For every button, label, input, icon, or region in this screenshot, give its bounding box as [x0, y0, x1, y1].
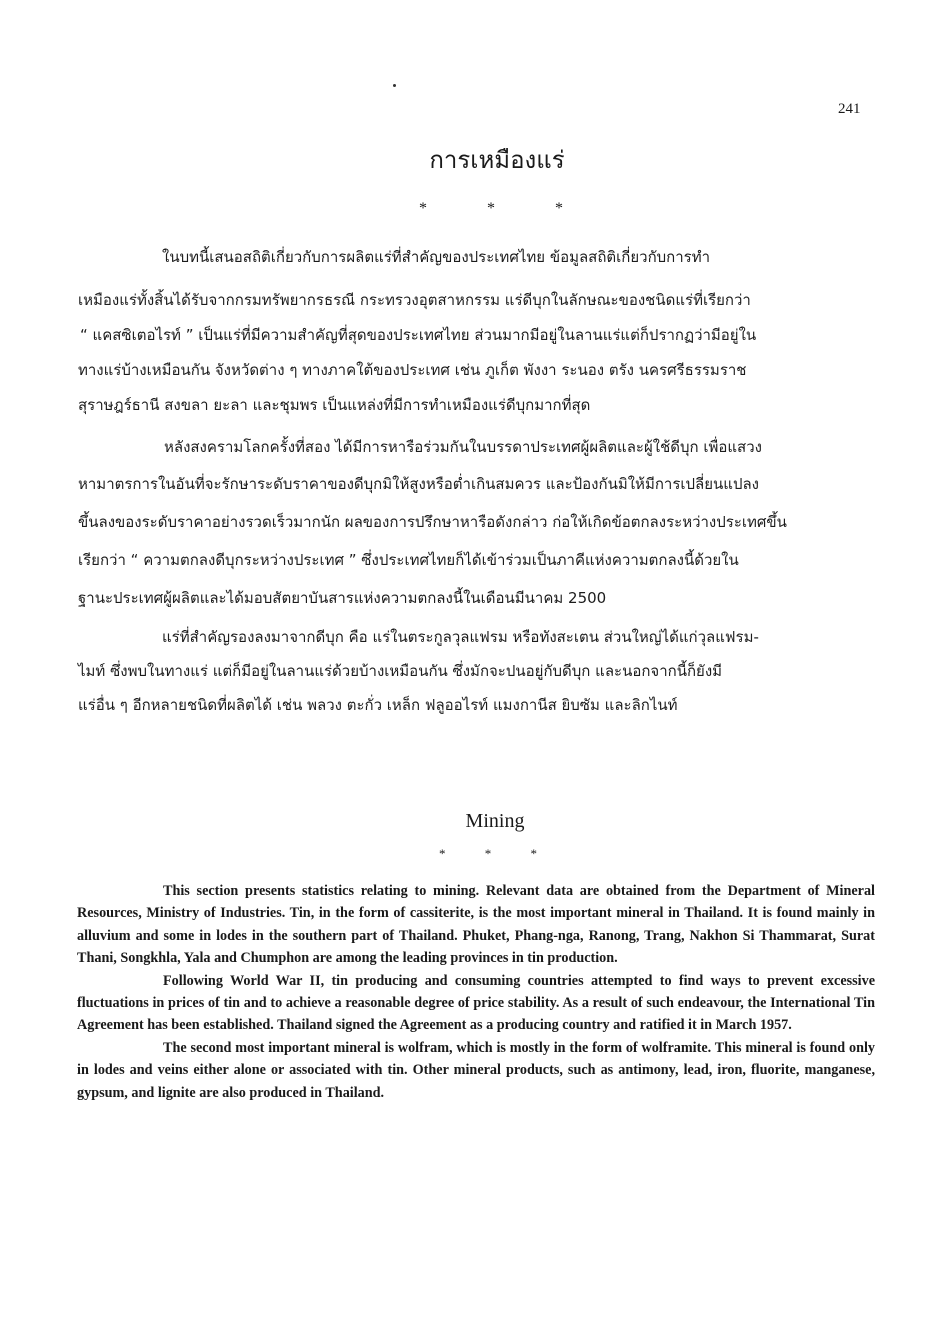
- thai-line: ไมท์ ซึ่งพบในทางแร่ แต่ก็มีอยู่ในลานแร่ด้วยบ้างเหมือนกัน ซึ่งมักจะปนอยู่กับดีบุก และนอกจากนี้ก็ยังมี: [78, 662, 723, 680]
- english-paragraph: This section presents statistics relating to mining. Relevant data are obtained from the Department of Mineral Resources, Ministry of Industries. Tin, in the form of cassiterite, is the most important mineral in Thailand. It is found mainly in alluvium and some in lodes in the southern part of Thailand. Phuket, Phang-nga, Ranong, Trang, Nakhon Si Thammarat, Surat Thani, Songkhla, Yala and Chumphon are among the leading provinces in tin production.: [77, 883, 875, 967]
- thai-line: ทางแร่บ้างเหมือนกัน จังหวัดต่าง ๆ ทางภาคใต้ของประเทศ เช่น ภูเก็ต พังงา ระนอง ตรัง นครศรีธรรมราช: [78, 361, 747, 379]
- thai-line: หลังสงครามโลกครั้งที่สอง ได้มีการหารือร่วมกันในบรรดาประเทศผู้ผลิตและผู้ใช้ดีบุก เพื่อแสวง: [164, 438, 762, 456]
- thai-line: แร่อื่น ๆ อีกหลายชนิดที่ผลิตได้ เช่น พลวง ตะกั่ว เหล็ก ฟลูออไรท์ แมงกานีส ยิบซัม และลิกไนท์: [78, 696, 678, 714]
- page-number: 241: [838, 101, 861, 117]
- thai-line: ในบทนี้เสนอสถิติเกี่ยวกับการผลิตแร่ที่สำคัญของประเทศไทย ข้อมูลสถิติเกี่ยวกับการทำ: [162, 248, 711, 266]
- thai-title-stars: * * *: [419, 200, 591, 217]
- thai-line: เรียกว่า “ ความตกลงดีบุกระหว่างประเทศ ” ซึ่งประเทศไทยก็ได้เข้าร่วมเป็นภาคีแห่งความตกลงนี้ด้วยใน: [78, 551, 739, 569]
- thai-line: “ แคสซิเตอไรท์ ” เป็นแร่ที่มีความสำคัญที่สุดของประเทศไทย ส่วนมากมีอยู่ในลานแร่แต่ก็ปรากฏว่ามีอยู่ใน: [80, 326, 757, 344]
- thai-line: แร่ที่สำคัญรองลงมาจากดีบุก คือ แร่ในตระกูลวุลแฟรม หรือทังสะเตน ส่วนใหญ่ได้แก่วุลแฟรม-: [162, 628, 759, 646]
- english-title-stars: * * *: [439, 846, 555, 861]
- thai-line: ขึ้นลงของระดับราคาอย่างรวดเร็วมากนัก ผลของการปรึกษาหารือดังกล่าว ก่อให้เกิดข้อตกลงระหว่างประเทศขึ้น: [78, 513, 787, 531]
- thai-line: สุราษฎร์ธานี สงขลา ยะลา และชุมพร เป็นแหล่งที่มีการทำเหมืองแร่ดีบุกมากที่สุด: [78, 396, 591, 414]
- english-paragraph: The second most important mineral is wolfram, which is mostly in the form of wolframite. This mineral is found only in lodes and veins either alone or associated with tin. Other mineral products, such as antimony, lead, iron, fluorite, manganese, gypsum, and lignite are also produced in Thailand.: [77, 1039, 875, 1101]
- thai-line: หามาตรการในอันที่จะรักษาระดับราคาของดีบุกมิให้สูงหรือต่ำเกินสมควร และป้องกันมิให้มีการเปลี่ยนแปลง: [78, 475, 759, 493]
- english-body: [77, 880, 875, 1104]
- stray-dot: [393, 84, 396, 87]
- english-section-title: Mining: [465, 810, 525, 832]
- thai-section-title: การเหมืองแร่: [429, 146, 565, 174]
- english-paragraph: Following World War II, tin producing and consuming countries attempted to find ways to prevent excessive fluctuations in prices of tin and to achieve a reasonable degree of price stability. As a result of such endeavour, the International Tin Agreement has been established. Thailand signed the Agreement as a producing country and ratified it in March 1957.: [77, 972, 875, 1034]
- thai-line: ฐานะประเทศผู้ผลิตและได้มอบสัตยาบันสารแห่งความตกลงนี้ในเดือนมีนาคม 2500: [78, 589, 607, 607]
- thai-line: เหมืองแร่ทั้งสิ้นได้รับจากกรมทรัพยากรธรณี กระทรวงอุตสาหกรรม แร่ดีบุกในลักษณะของชนิดแร่ที่เรียกว่า: [78, 291, 751, 309]
